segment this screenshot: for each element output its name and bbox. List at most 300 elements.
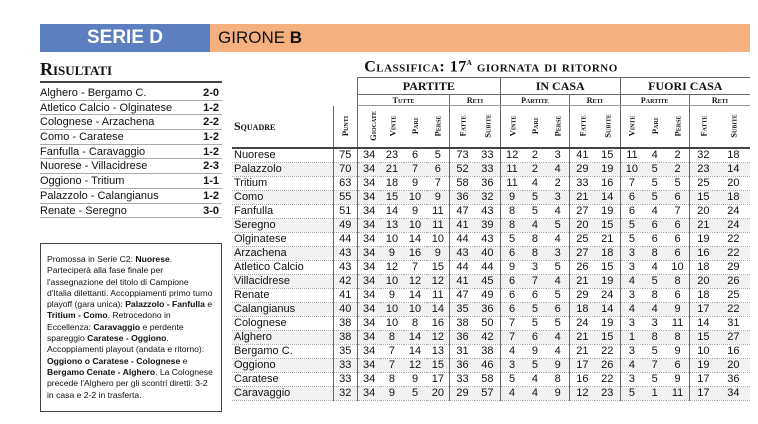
stat-cell: 9: [500, 260, 523, 274]
stat-cell: 5: [523, 204, 546, 218]
stat-cell: 21: [595, 232, 620, 246]
stat-cell: 36: [717, 372, 750, 386]
stat-cell: 8: [666, 330, 689, 344]
stat-cell: 32: [689, 148, 716, 163]
result-row: [40, 159, 222, 174]
note-bold: Bergamo Cenate - Alghero: [47, 366, 156, 377]
stat-cell: 15: [689, 330, 716, 344]
stat-cell: 34: [357, 288, 380, 302]
stat-cell: 18: [570, 302, 595, 316]
stat-cell: 36: [450, 330, 475, 344]
standings-row: [232, 260, 750, 274]
stat-cell: 42: [333, 274, 357, 288]
sub-reti-casa: Reti: [570, 95, 621, 106]
stat-cell: 10: [404, 218, 427, 232]
classifica-body: [232, 148, 750, 401]
stat-cell: 16: [427, 316, 450, 330]
stat-cell: 5: [643, 176, 666, 190]
stat-cell: 33: [475, 162, 500, 176]
col-perse-fuori: Perse: [672, 115, 683, 137]
standings-row: [232, 330, 750, 344]
stat-cell: 22: [717, 246, 750, 260]
classifica-title-sup: a: [466, 57, 473, 68]
stat-cell: 8: [643, 330, 666, 344]
standings-row: [232, 176, 750, 190]
stat-cell: 43: [475, 204, 500, 218]
stat-cell: 4: [643, 204, 666, 218]
stat-cell: 23: [380, 148, 403, 163]
stat-cell: 8: [666, 274, 689, 288]
stat-cell: 11: [500, 162, 523, 176]
stat-cell: 21: [380, 162, 403, 176]
note-text: e: [180, 355, 188, 366]
stat-cell: 5: [546, 316, 569, 330]
result-match: Renate - Seregno: [40, 204, 127, 217]
stat-cell: 4: [546, 204, 569, 218]
stat-cell: 34: [357, 316, 380, 330]
stat-cell: 6: [643, 232, 666, 246]
stat-cell: 10: [427, 232, 450, 246]
stat-cell: 4: [620, 274, 643, 288]
stat-cell: 49: [333, 218, 357, 232]
note-bold: Caratese - Oggiono: [87, 333, 167, 344]
stat-cell: 5: [620, 386, 643, 400]
stat-cell: 4: [523, 176, 546, 190]
stat-cell: 34: [357, 190, 380, 204]
team-name: Seregno: [232, 218, 333, 232]
girone-text: GIRONE: [218, 28, 286, 47]
stat-cell: 4: [546, 330, 569, 344]
stat-cell: 20: [689, 204, 716, 218]
col-giocate: Giocate: [367, 111, 378, 142]
col-squadre: Squadre: [232, 106, 333, 148]
standings-row: [232, 372, 750, 386]
stat-cell: 6: [620, 204, 643, 218]
result-match: Atletico Calcio - Olginatese: [40, 101, 173, 114]
stat-cell: 43: [333, 260, 357, 274]
stat-cell: 23: [595, 386, 620, 400]
team-name: Oggiono: [232, 358, 333, 372]
stat-cell: 70: [333, 162, 357, 176]
stat-cell: 26: [595, 358, 620, 372]
risultati-title: Risultati: [40, 59, 222, 83]
stat-cell: 5: [666, 176, 689, 190]
stat-cell: 34: [357, 386, 380, 400]
stat-cell: 18: [380, 176, 403, 190]
note-text: e: [204, 299, 213, 310]
stat-cell: 5: [523, 302, 546, 316]
team-name: Fanfulla: [232, 204, 333, 218]
stat-cell: 15: [595, 218, 620, 232]
stat-cell: 22: [595, 372, 620, 386]
stat-cell: 21: [570, 344, 595, 358]
stat-cell: 55: [333, 190, 357, 204]
stat-cell: 57: [475, 386, 500, 400]
group-fuori-casa: FUORI CASA: [620, 78, 750, 95]
team-name: Palazzolo: [232, 162, 333, 176]
team-name: Nuorese: [232, 148, 333, 163]
result-row: [40, 174, 222, 189]
stat-cell: 8: [500, 204, 523, 218]
stat-cell: 22: [717, 302, 750, 316]
stat-cell: 20: [689, 274, 716, 288]
stat-cell: 10: [666, 260, 689, 274]
sub-partite-fuori: Partite: [620, 95, 689, 106]
stat-cell: 4: [620, 302, 643, 316]
note-text: . Accoppiamenti playout (andata e ritorno):: [47, 333, 205, 355]
stat-cell: 33: [333, 358, 357, 372]
stat-cell: 14: [595, 302, 620, 316]
team-name: Tritium: [232, 176, 333, 190]
stat-cell: 63: [333, 176, 357, 190]
result-match: Nuorese - Villacidrese: [40, 160, 148, 173]
stat-cell: 9: [380, 386, 403, 400]
stat-cell: 11: [500, 176, 523, 190]
stat-cell: 5: [620, 232, 643, 246]
stat-cell: 35: [450, 302, 475, 316]
stat-cell: 15: [427, 260, 450, 274]
serie-label: SERIE D: [40, 24, 210, 52]
col-vinte-casa: Vinte: [507, 115, 518, 137]
stat-cell: 44: [475, 260, 500, 274]
stat-cell: 43: [333, 246, 357, 260]
stat-cell: 29: [450, 386, 475, 400]
result-match: Alghero - Bergamo C.: [40, 87, 147, 99]
result-row: [40, 115, 222, 130]
stat-cell: 4: [546, 162, 569, 176]
stat-cell: 18: [717, 148, 750, 163]
stat-cell: 1: [620, 330, 643, 344]
standings-row: [232, 246, 750, 260]
note-text: . Retrocedono in Eccellenza:: [47, 310, 171, 332]
stat-cell: 15: [595, 330, 620, 344]
col-subite: Subite: [482, 114, 493, 138]
stat-cell: 12: [380, 260, 403, 274]
stat-cell: 34: [357, 302, 380, 316]
sub-tutte: Tutte: [357, 95, 449, 106]
stat-cell: 26: [570, 260, 595, 274]
stat-cell: 6: [666, 232, 689, 246]
stat-cell: 14: [380, 204, 403, 218]
stat-cell: 5: [546, 260, 569, 274]
standings-row: [232, 218, 750, 232]
stat-cell: 22: [595, 344, 620, 358]
sub-reti: Reti: [450, 95, 501, 106]
result-row: [40, 189, 222, 204]
stat-cell: 3: [546, 246, 569, 260]
stat-cell: 3: [620, 316, 643, 330]
stat-cell: 4: [523, 218, 546, 232]
stat-cell: 21: [570, 190, 595, 204]
stat-cell: 33: [475, 148, 500, 163]
stat-cell: 2: [666, 162, 689, 176]
stat-cell: 41: [450, 218, 475, 232]
stat-cell: 43: [450, 246, 475, 260]
stat-cell: 27: [717, 330, 750, 344]
team-name: Villacidrese: [232, 274, 333, 288]
stat-cell: 3: [620, 344, 643, 358]
note-text: . Parteciperà alla fase finale per l'assegnazione del titolo di Campione d'Italia dilettanti. Accoppiamenti primo turno playoff (gara unica):: [47, 254, 213, 310]
stat-cell: 8: [380, 330, 403, 344]
result-match: Oggiono - Tritium: [40, 175, 125, 188]
stat-cell: 44: [450, 260, 475, 274]
note-bold: Palazzolo - Fanfulla: [125, 299, 205, 310]
stat-cell: 9: [666, 372, 689, 386]
col-subite-casa: Subite: [602, 114, 613, 138]
stat-cell: 6: [500, 288, 523, 302]
col-punti-label: Punti: [340, 115, 351, 137]
stat-cell: 34: [357, 218, 380, 232]
stat-cell: 11: [427, 204, 450, 218]
stat-cell: 36: [450, 190, 475, 204]
stat-cell: 5: [523, 358, 546, 372]
stat-cell: 46: [475, 358, 500, 372]
stat-cell: 9: [666, 344, 689, 358]
stat-cell: 3: [500, 358, 523, 372]
stat-cell: 6: [666, 246, 689, 260]
stat-cell: 10: [380, 232, 403, 246]
stat-cell: 10: [620, 162, 643, 176]
stat-cell: 5: [500, 232, 523, 246]
stat-cell: 5: [643, 274, 666, 288]
stat-cell: 8: [500, 218, 523, 232]
result-score: 1-2: [203, 131, 219, 144]
stat-cell: 10: [380, 302, 403, 316]
stat-cell: 4: [500, 386, 523, 400]
stat-cell: 5: [427, 148, 450, 163]
stat-cell: 15: [595, 148, 620, 163]
stat-cell: 5: [404, 386, 427, 400]
stat-cell: 32: [333, 386, 357, 400]
stat-cell: 6: [620, 190, 643, 204]
stat-cell: 17: [689, 372, 716, 386]
stat-cell: 3: [523, 260, 546, 274]
stat-cell: 14: [717, 162, 750, 176]
result-score: 3-0: [203, 204, 219, 217]
stat-cell: 20: [427, 386, 450, 400]
stat-cell: 14: [404, 344, 427, 358]
stat-cell: 4: [523, 372, 546, 386]
classifica-title: [232, 57, 750, 76]
standings-row: [232, 344, 750, 358]
stat-cell: 9: [500, 190, 523, 204]
stat-cell: 34: [717, 386, 750, 400]
result-match: Como - Caratese: [40, 131, 124, 144]
stat-cell: 14: [404, 330, 427, 344]
stat-cell: 47: [450, 204, 475, 218]
stat-cell: 4: [546, 274, 569, 288]
stat-cell: 36: [475, 302, 500, 316]
stat-cell: 10: [380, 316, 403, 330]
stat-cell: 6: [666, 358, 689, 372]
stat-cell: 9: [523, 344, 546, 358]
stat-cell: 4: [523, 386, 546, 400]
stat-cell: 22: [717, 232, 750, 246]
stat-cell: 19: [595, 316, 620, 330]
stat-cell: 6: [500, 246, 523, 260]
stat-cell: 47: [450, 288, 475, 302]
stat-cell: 13: [380, 218, 403, 232]
stat-cell: 34: [357, 260, 380, 274]
stat-cell: 12: [427, 274, 450, 288]
girone-label: [210, 24, 750, 52]
result-score: 2-0: [203, 87, 219, 99]
stat-cell: 32: [475, 190, 500, 204]
stat-cell: 18: [595, 246, 620, 260]
stat-cell: 20: [717, 358, 750, 372]
stat-cell: 7: [643, 358, 666, 372]
stat-cell: 19: [595, 162, 620, 176]
stat-cell: 25: [717, 288, 750, 302]
stat-cell: 58: [450, 176, 475, 190]
standings-row: [232, 204, 750, 218]
note-text: e perdente spareggio: [47, 321, 184, 344]
stat-cell: 9: [404, 372, 427, 386]
stat-cell: 23: [689, 162, 716, 176]
stat-cell: 5: [643, 162, 666, 176]
result-row: [40, 130, 222, 145]
stat-cell: 38: [475, 344, 500, 358]
stat-cell: 2: [666, 148, 689, 163]
standings-row: [232, 274, 750, 288]
stat-cell: 33: [450, 372, 475, 386]
result-score: 1-1: [203, 175, 219, 188]
sub-reti-fuori: Reti: [689, 95, 750, 106]
stat-cell: 3: [546, 190, 569, 204]
stat-cell: 5: [643, 344, 666, 358]
stat-cell: 7: [523, 274, 546, 288]
classifica-title-post: giornata di ritorno: [472, 58, 618, 76]
stat-cell: 3: [620, 260, 643, 274]
stat-cell: 58: [475, 372, 500, 386]
col-fatte: Fatte: [457, 115, 468, 137]
result-row: [40, 86, 222, 101]
team-name: Atletico Calcio: [232, 260, 333, 274]
stat-cell: 11: [620, 148, 643, 163]
stat-cell: 7: [500, 330, 523, 344]
stat-cell: 17: [689, 386, 716, 400]
stat-cell: 17: [689, 302, 716, 316]
stat-cell: 40: [475, 246, 500, 260]
stat-cell: 34: [357, 246, 380, 260]
stat-cell: 7: [404, 162, 427, 176]
stat-cell: 33: [333, 372, 357, 386]
stat-cell: 20: [570, 218, 595, 232]
result-row: [40, 145, 222, 160]
stat-cell: 3: [620, 372, 643, 386]
result-row: [40, 204, 222, 219]
stat-cell: 36: [450, 358, 475, 372]
team-name: Bergamo C.: [232, 344, 333, 358]
girone-letter: B: [289, 28, 303, 47]
result-score: 1-2: [203, 189, 219, 202]
stat-cell: 15: [427, 358, 450, 372]
stat-cell: 34: [357, 148, 380, 163]
stat-cell: 6: [523, 288, 546, 302]
team-name: Olginatese: [232, 232, 333, 246]
stat-cell: 36: [475, 176, 500, 190]
stat-cell: 21: [689, 218, 716, 232]
stat-cell: 29: [717, 260, 750, 274]
col-fatte-casa: Fatte: [577, 115, 588, 137]
stat-cell: 34: [357, 344, 380, 358]
stat-cell: 7: [380, 358, 403, 372]
stat-cell: 9: [546, 358, 569, 372]
stat-cell: 31: [717, 316, 750, 330]
note-bold: Nuorese: [135, 254, 170, 264]
result-match: Palazzolo - Calangianus: [40, 189, 159, 202]
stat-cell: 3: [620, 246, 643, 260]
stat-cell: 5: [643, 190, 666, 204]
stat-cell: 52: [450, 162, 475, 176]
stat-cell: 6: [643, 218, 666, 232]
stat-cell: 12: [404, 274, 427, 288]
stat-cell: 8: [643, 246, 666, 260]
stat-cell: 6: [666, 218, 689, 232]
stat-cell: 13: [427, 344, 450, 358]
stat-cell: 10: [689, 344, 716, 358]
stat-cell: 19: [595, 274, 620, 288]
col-vinte: Vinte: [386, 115, 397, 137]
stat-cell: 9: [380, 288, 403, 302]
stat-cell: 9: [666, 302, 689, 316]
stat-cell: 31: [450, 344, 475, 358]
stat-cell: 41: [333, 288, 357, 302]
stat-cell: 5: [620, 218, 643, 232]
stat-cell: 41: [570, 148, 595, 163]
stat-cell: 25: [570, 232, 595, 246]
stat-cell: 7: [620, 176, 643, 190]
stat-cell: 9: [404, 176, 427, 190]
stat-cell: 3: [620, 288, 643, 302]
stat-cell: 6: [500, 274, 523, 288]
stat-cell: 27: [570, 246, 595, 260]
col-perse: Perse: [432, 115, 443, 137]
note-text: . La Colognese precede l'Alghero per gli scontri diretti: 3-2 in casa e 2-2 in trasferta.: [47, 366, 213, 400]
standings-row: [232, 162, 750, 176]
note-bold: Caravaggio: [93, 321, 141, 332]
result-score: 2-3: [203, 160, 219, 173]
stat-cell: 26: [717, 274, 750, 288]
stat-cell: 16: [689, 246, 716, 260]
stat-cell: 10: [404, 302, 427, 316]
stat-cell: 75: [333, 148, 357, 163]
col-fatte-fuori: Fatte: [698, 115, 709, 137]
stat-cell: 3: [643, 316, 666, 330]
stat-cell: 4: [643, 302, 666, 316]
stat-cell: 6: [427, 162, 450, 176]
stat-cell: 4: [546, 232, 569, 246]
stat-cell: 2: [546, 176, 569, 190]
standings-row: [232, 288, 750, 302]
stat-cell: 2: [523, 162, 546, 176]
stat-cell: 5: [546, 218, 569, 232]
stat-cell: 34: [357, 274, 380, 288]
stat-cell: 8: [380, 372, 403, 386]
stat-cell: 38: [333, 316, 357, 330]
stat-cell: 6: [666, 288, 689, 302]
stat-cell: 35: [333, 344, 357, 358]
stat-cell: 11: [666, 316, 689, 330]
result-score: 2-2: [203, 116, 219, 129]
stat-cell: 5: [523, 316, 546, 330]
stat-cell: 27: [570, 204, 595, 218]
sub-partite-casa: Partite: [500, 95, 569, 106]
stat-cell: 9: [546, 386, 569, 400]
stat-cell: 18: [717, 190, 750, 204]
stat-cell: 4: [500, 344, 523, 358]
stat-cell: 14: [689, 316, 716, 330]
